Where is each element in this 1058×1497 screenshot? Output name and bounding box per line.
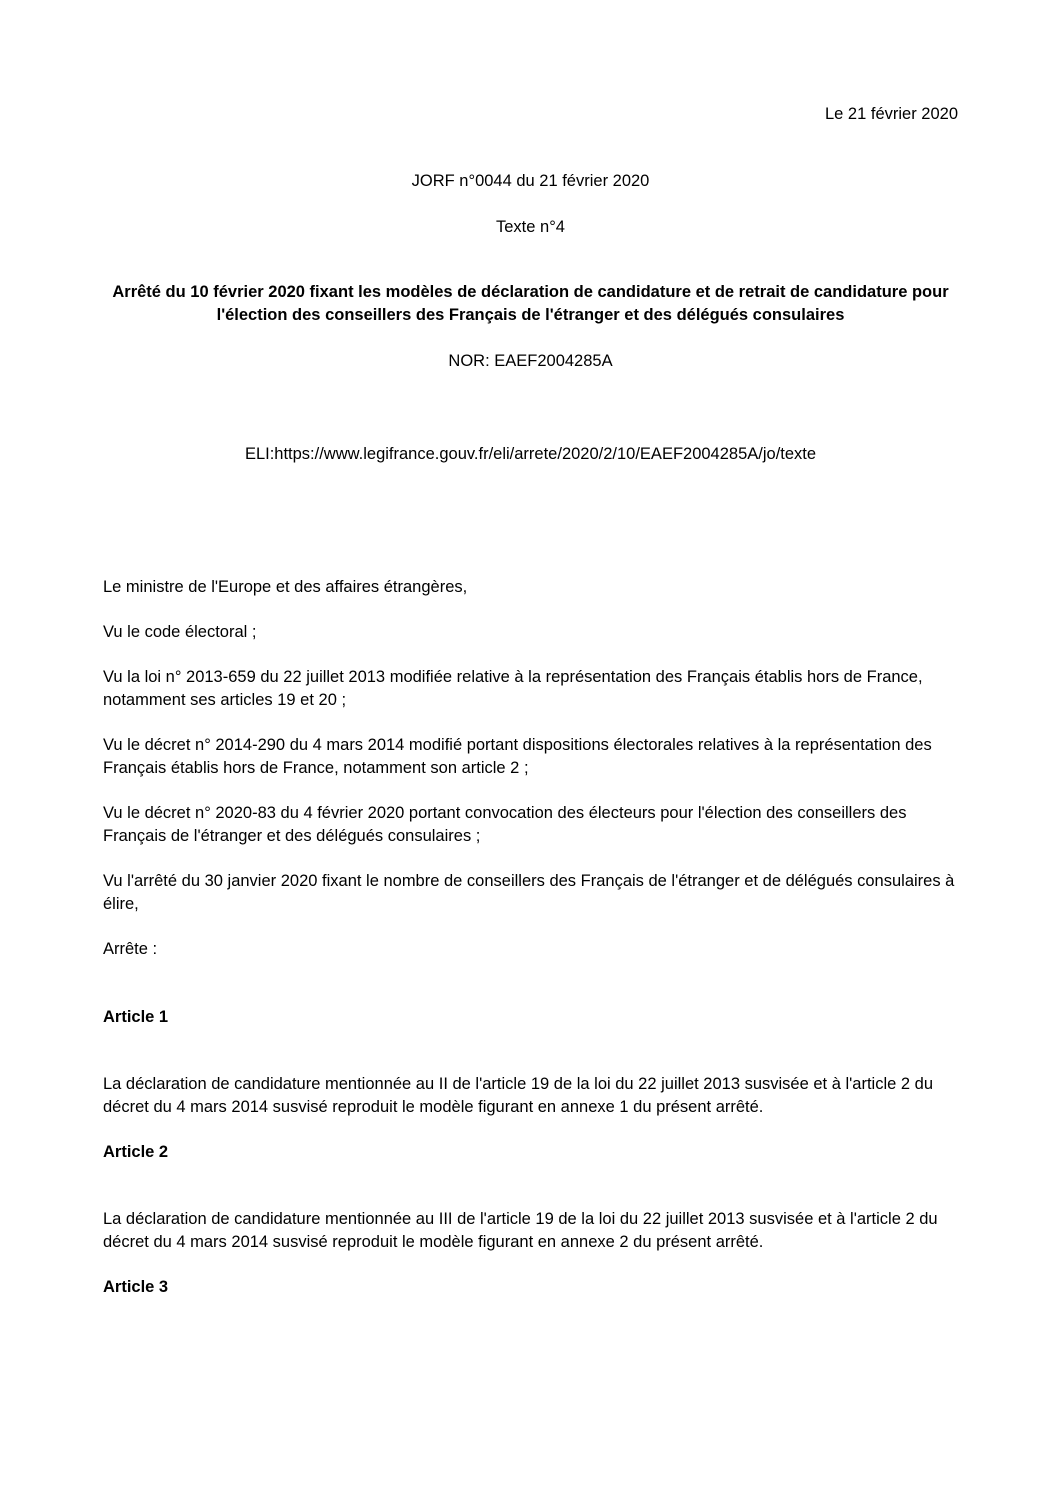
texte-number: Texte n°4: [496, 218, 565, 236]
preamble-paragraph: Le ministre de l'Europe et des affaires étrangères,: [103, 578, 468, 596]
date-line: Le 21 février 2020: [824, 105, 958, 123]
preamble-paragraph: Vu le code électoral ;: [103, 623, 257, 641]
journal-reference: JORF n°0044 du 21 février 2020: [411, 172, 650, 190]
eli-reference: ELI:https://www.legifrance.gouv.fr/eli/arrete/2020/2/10/EAEF2004285A/jo/texte: [244, 445, 817, 463]
article-3-heading: Article 3: [103, 1278, 169, 1296]
preamble-paragraph: Vu le décret n° 2020-83 du 4 février 2020 portant convocation des électeurs pour l'élection des conseillers des Français de l'étranger et des délégués consulaires ;: [103, 804, 907, 845]
article-1-heading: Article 1: [103, 1008, 169, 1026]
document-title: Arrêté du 10 février 2020 fixant les modèles de déclaration de candidature et de retrait de candidature pour l'élection des conseillers des Français de l'étranger et des délégués consulaires: [112, 283, 949, 324]
article-2-body: La déclaration de candidature mentionnée au III de l'article 19 de la loi du 22 juillet 2013 susvisée et à l'article 2 du décret du 4 mars 2014 susvisé reproduit le modèle figurant en annexe 2 du présent arrêté.: [103, 1210, 938, 1251]
enacting-formula: Arrête :: [103, 940, 158, 958]
nor-reference: NOR: EAEF2004285A: [448, 352, 613, 370]
preamble-paragraph: Vu la loi n° 2013-659 du 22 juillet 2013 modifiée relative à la représentation des Français établis hors de France, notamment ses articles 19 et 20 ;: [103, 668, 923, 709]
preamble-paragraph: Vu le décret n° 2014-290 du 4 mars 2014 modifié portant dispositions électorales relatives à la représentation des Français établis hors de France, notamment son article 2 ;: [103, 736, 932, 777]
preamble-paragraph: Vu l'arrêté du 30 janvier 2020 fixant le nombre de conseillers des Français de l'étranger et de délégués consulaires à élire,: [103, 872, 955, 913]
article-1-body: La déclaration de candidature mentionnée au II de l'article 19 de la loi du 22 juillet 2013 susvisée et à l'article 2 du décret du 4 mars 2014 susvisé reproduit le modèle figurant en annexe 1 du présent arrêté.: [103, 1075, 934, 1116]
article-2-heading: Article 2: [103, 1143, 169, 1161]
